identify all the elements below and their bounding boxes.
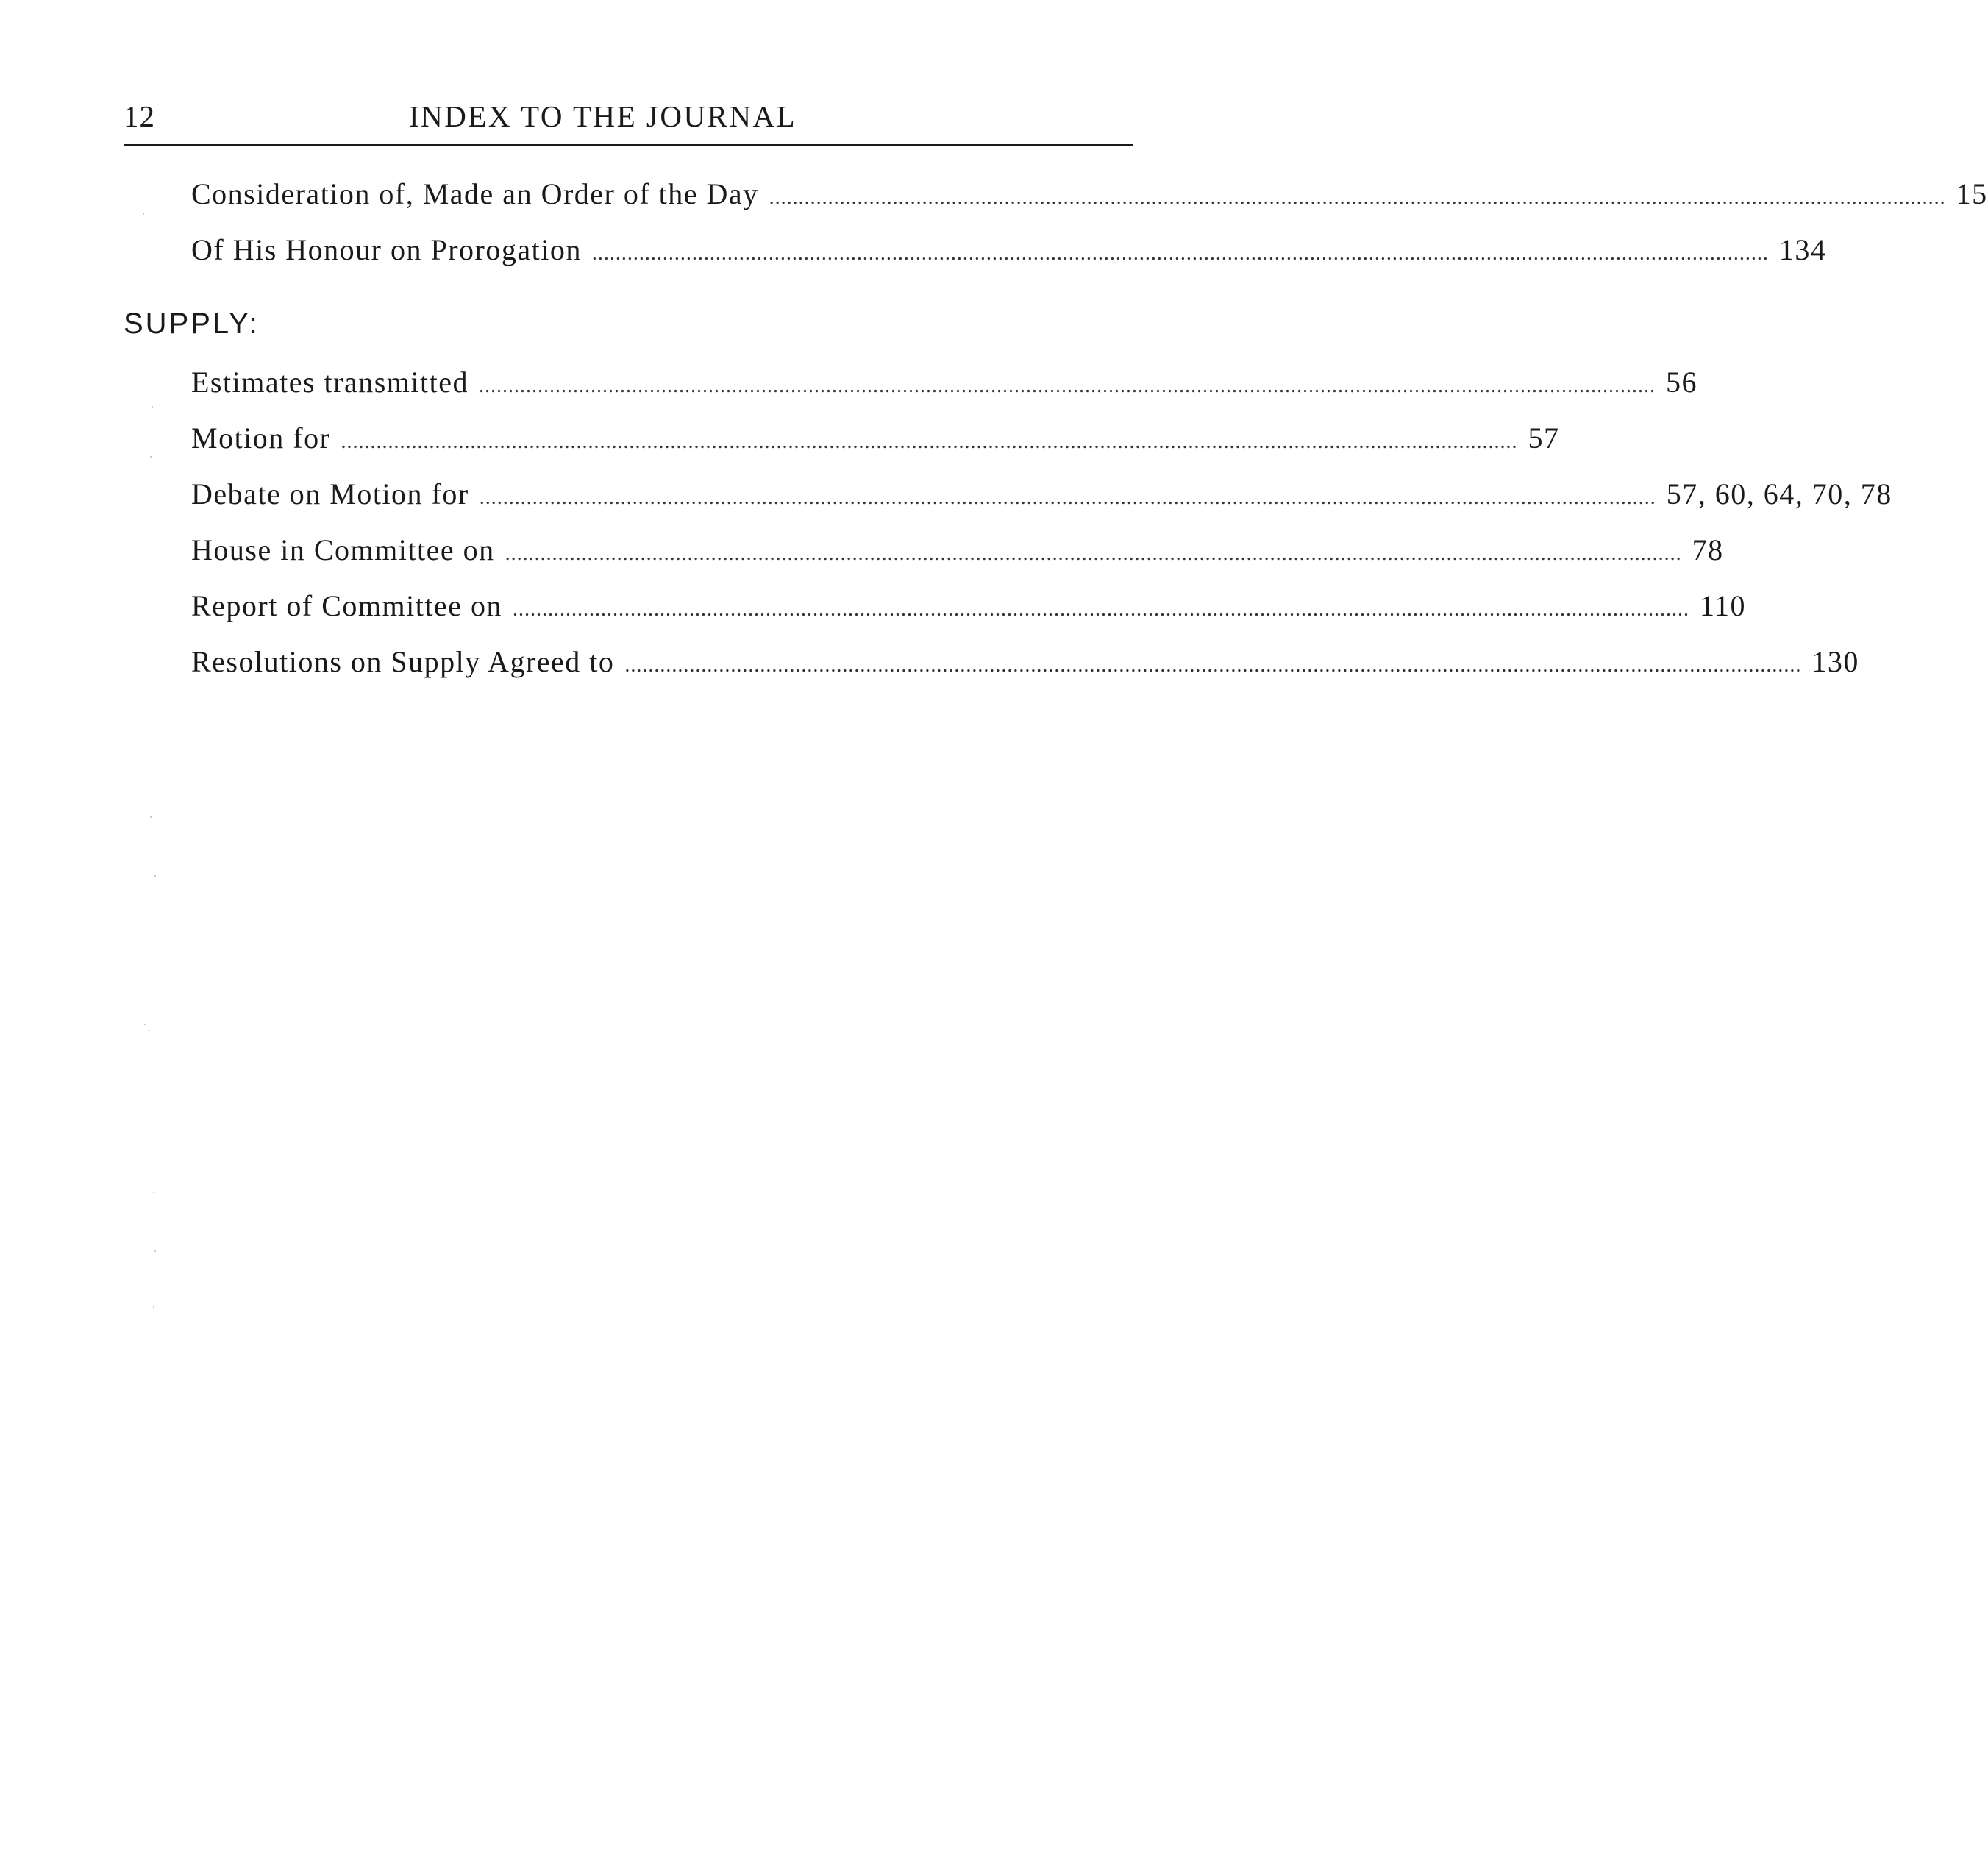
entry-pages: 130 <box>1811 645 1859 678</box>
entry-label: Consideration of, Made an Order of the Day <box>191 177 759 210</box>
entry-label: Debate on Motion for <box>191 477 469 510</box>
scan-speck <box>153 1192 154 1193</box>
dot-leader: ........................................................................................................................................................................................................ <box>479 374 1656 397</box>
scan-speck <box>153 1306 154 1308</box>
entry-label: Motion for <box>191 421 331 455</box>
scan-speck <box>152 406 153 408</box>
entry-label: Of His Honour on Prorogation <box>191 233 582 266</box>
entry-pages: 57, 60, 64, 70, 78 <box>1666 477 1892 510</box>
scan-speck <box>154 1250 156 1252</box>
entry-label: House in Committee on <box>191 533 495 566</box>
index-entry <box>191 477 1892 521</box>
index-entry <box>191 588 1746 633</box>
index-entries <box>0 0 1988 736</box>
index-entry <box>191 232 1827 277</box>
dot-leader: ........................................................................................................................................................................................................ <box>479 486 1656 509</box>
page-number: 12 <box>124 99 155 133</box>
index-entry <box>191 365 1697 409</box>
scan-speck <box>150 456 152 458</box>
entry-pages: 134 <box>1778 233 1827 266</box>
index-entry <box>191 644 1859 688</box>
entry-label: Resolutions on Supply Agreed to <box>191 645 615 678</box>
scan-speck <box>144 1024 146 1025</box>
index-entry <box>191 177 1988 221</box>
entry-pages: 78 <box>1692 533 1724 566</box>
entry-pages: 110 <box>1699 589 1746 622</box>
dot-leader: ........................................................................................................................................................................................................ <box>769 186 1946 209</box>
entry-label: Estimates transmitted <box>191 366 469 399</box>
entry-pages: 15 <box>1956 177 1988 210</box>
entry-pages: 56 <box>1666 366 1697 399</box>
scan-speck <box>154 875 156 877</box>
scan-speck <box>149 1030 150 1031</box>
dot-leader: ........................................................................................................................................................................................................ <box>512 598 1689 621</box>
scan-speck <box>150 816 152 818</box>
running-title: INDEX TO THE JOURNAL <box>409 99 797 133</box>
dot-leader: ........................................................................................................................................................................................................ <box>505 542 1682 565</box>
entry-pages: 57 <box>1528 421 1560 455</box>
dot-leader: ........................................................................................................................................................................................................ <box>624 654 1802 677</box>
dot-leader: ........................................................................................................................................................................................................ <box>341 430 1518 453</box>
index-entry <box>191 421 1560 465</box>
scan-speck <box>143 213 144 215</box>
dot-leader: ........................................................................................................................................................................................................ <box>591 242 1769 265</box>
index-entry <box>191 533 1724 577</box>
section-heading: SUPPLY: <box>124 307 260 340</box>
entry-label: Report of Committee on <box>191 589 502 622</box>
